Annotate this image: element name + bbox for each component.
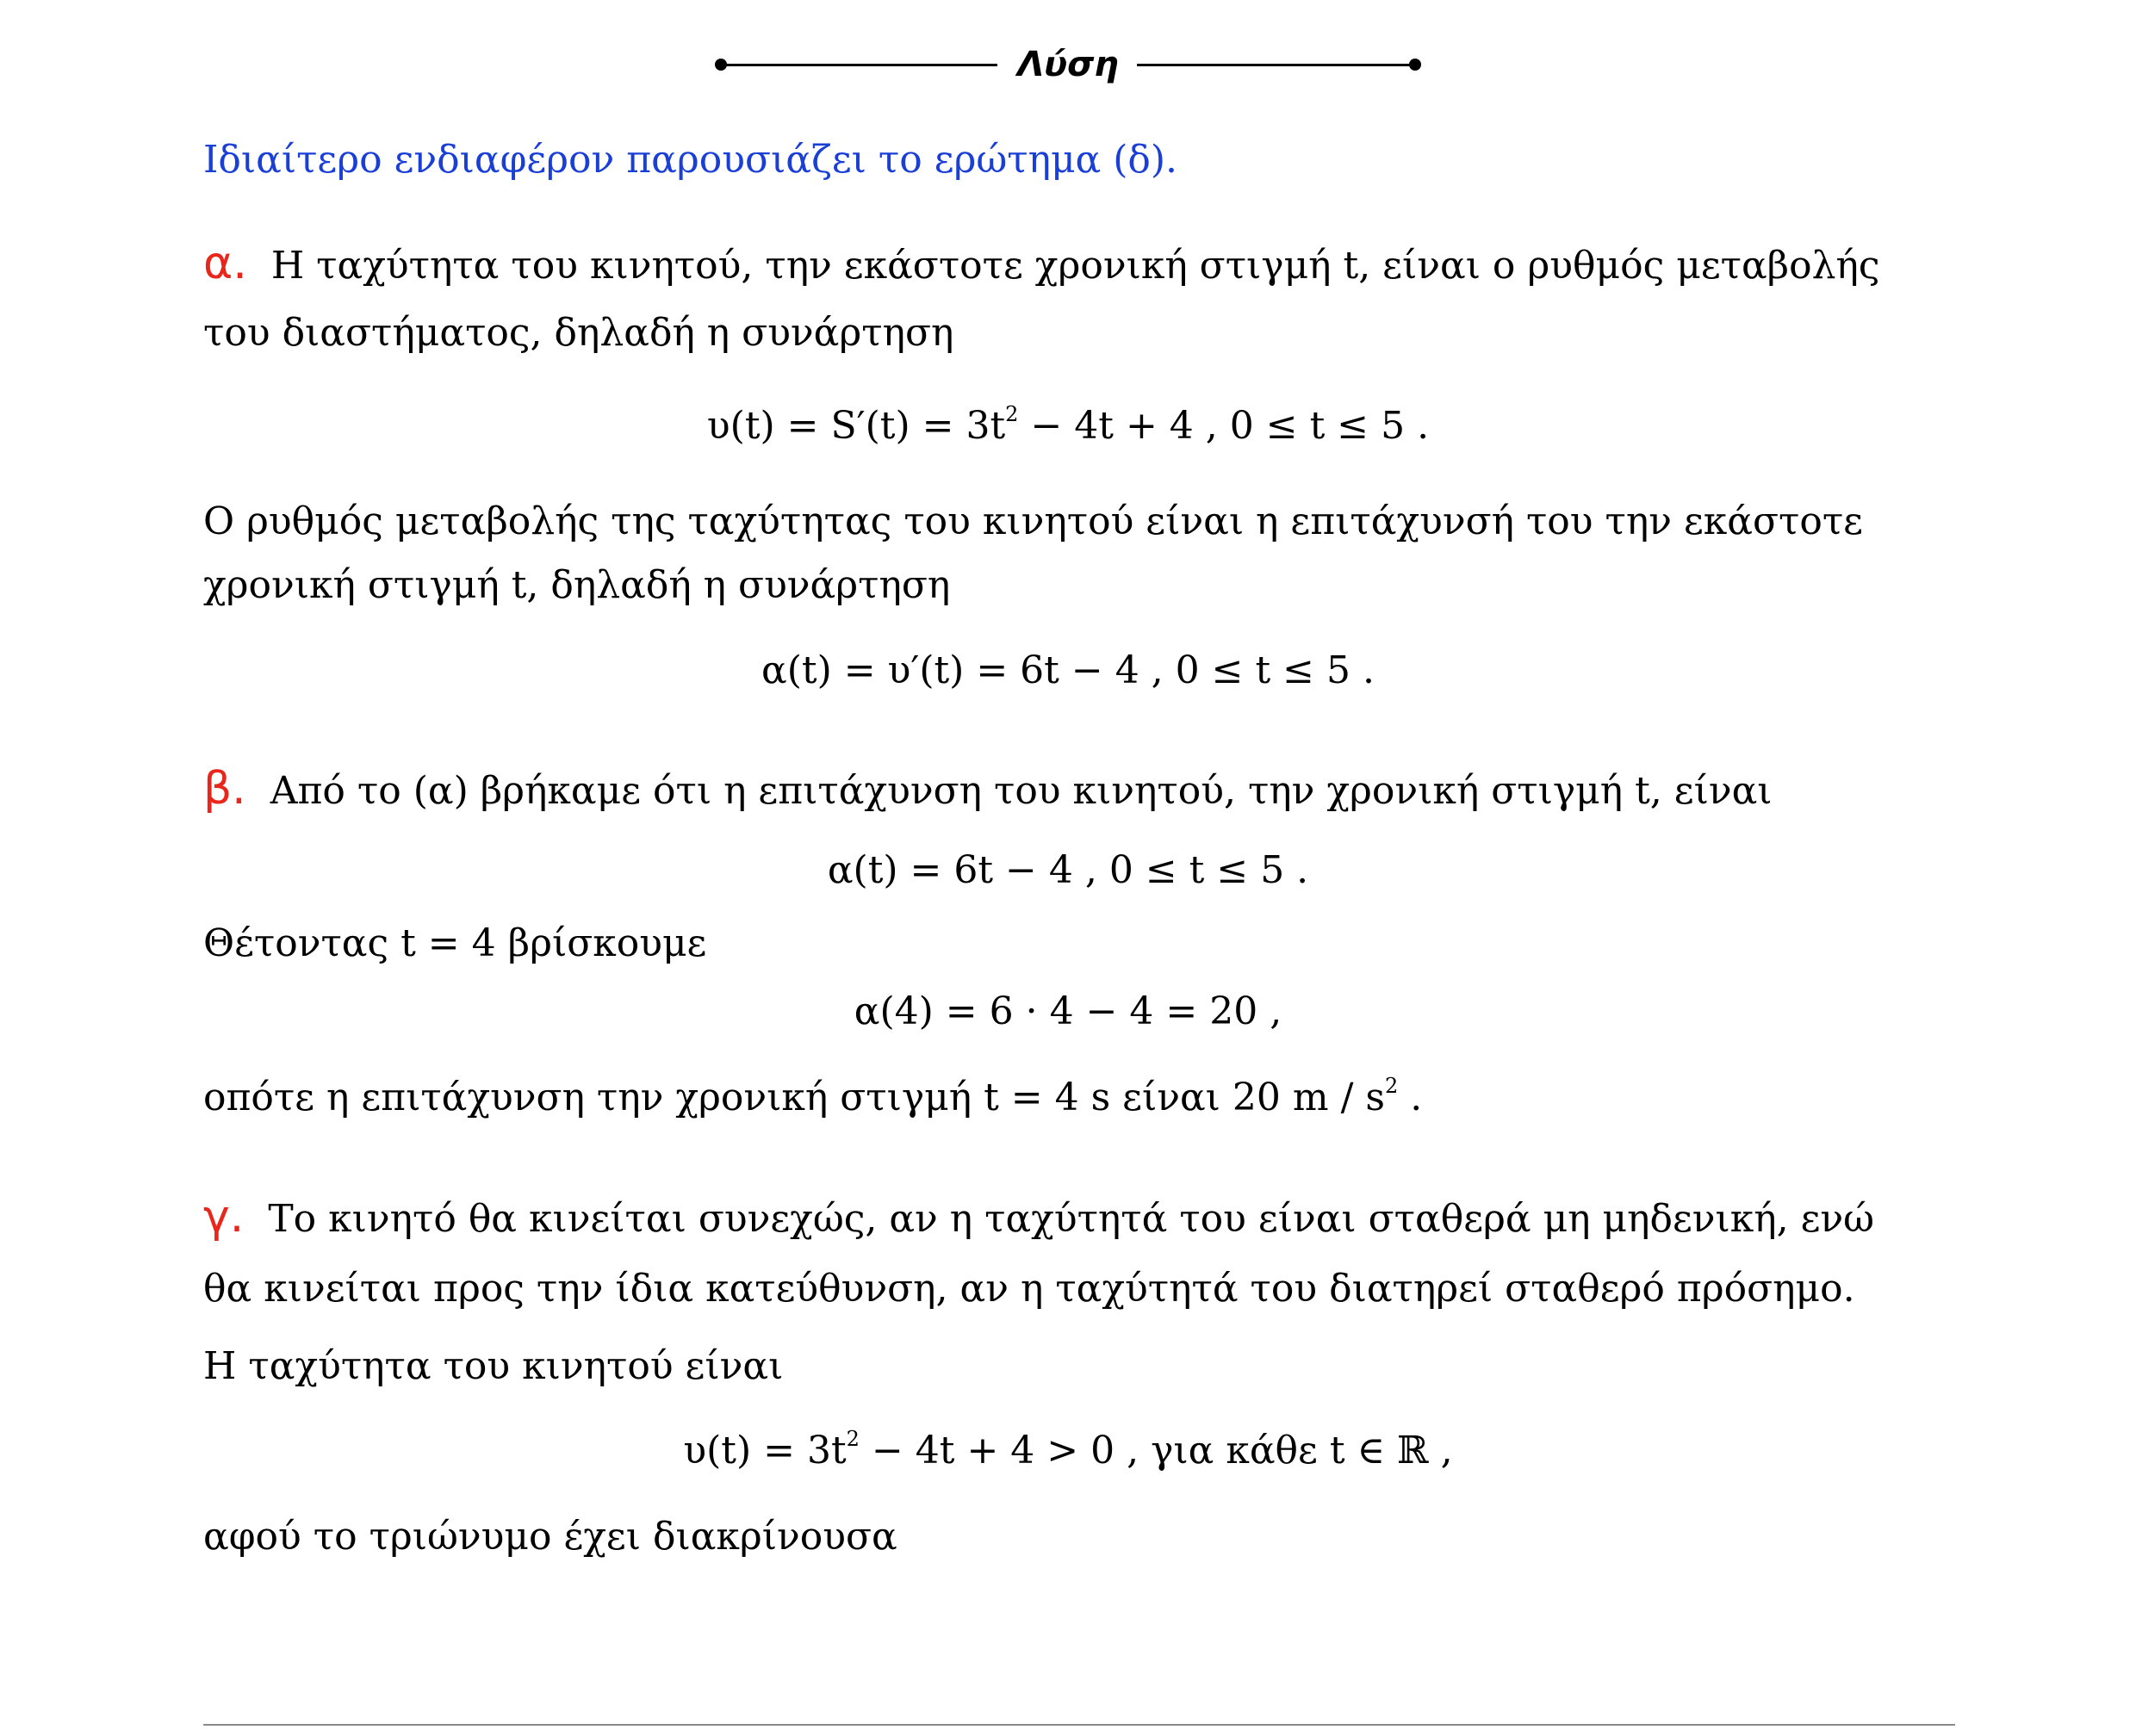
part-c-line-3: Η ταχύτητα του κινητού είναι bbox=[203, 1344, 784, 1388]
part-a-eq1-main: υ(t) = S′(t) = 3t bbox=[706, 404, 1006, 448]
part-a-line-4: χρονική στιγμή t, δηλαδή η συνάρτηση bbox=[203, 563, 951, 607]
solution-header bbox=[715, 34, 1421, 95]
part-c-line-4: αφού το τριώνυμο έχει διακρίνουσα bbox=[203, 1515, 897, 1559]
part-b-line3-exponent: 2 bbox=[1385, 1074, 1399, 1098]
footer-rule bbox=[203, 1724, 1955, 1726]
part-a-text-1: Η ταχύτητα του κινητού, την εκάστοτε χρονική στιγμή t, είναι ο ρυθμός μεταβολής bbox=[270, 244, 1880, 288]
part-c-equation-1 bbox=[0, 1426, 2136, 1476]
header-left-rule bbox=[722, 64, 997, 66]
header-right-rule bbox=[1137, 64, 1413, 66]
part-b-line-1 bbox=[203, 764, 1952, 816]
part-c-line-2: θα κινείται προς την ίδια κατεύθυνση, αν η ταχύτητά του διατηρεί σταθερό πρόσημο. bbox=[203, 1267, 1855, 1311]
part-a-eq1-rest: − 4t + 4 , 0 ≤ t ≤ 5 . bbox=[1018, 404, 1430, 448]
part-c-label: γ. bbox=[203, 1191, 245, 1243]
part-b-label: β. bbox=[203, 763, 246, 815]
part-a-eq1-exponent: 2 bbox=[1005, 402, 1019, 426]
part-b-line-2: Θέτοντας t = 4 βρίσκουμε bbox=[203, 921, 707, 965]
intro-note: Ιδιαίτερο ενδιαφέρον παρουσιάζει το ερώτημα (δ). bbox=[203, 138, 1178, 182]
part-b-equation-1: α(t) = 6t − 4 , 0 ≤ t ≤ 5 . bbox=[827, 848, 1309, 892]
part-c-eq1-main: υ(t) = 3t bbox=[683, 1429, 847, 1472]
part-a-line-3: Ο ρυθμός μεταβολής της ταχύτητας του κινητού είναι η επιτάχυνσή του την εκάστοτε bbox=[203, 499, 1863, 543]
part-b-text-1: Από το (α) βρήκαμε ότι η επιτάχυνση του κινητού, την χρονική στιγμή t, είναι bbox=[270, 769, 1773, 813]
part-a-line-1 bbox=[203, 239, 1952, 291]
part-a-equation-1 bbox=[0, 401, 2136, 451]
part-c-line-1 bbox=[203, 1192, 1952, 1244]
part-b-line3-rest: . bbox=[1398, 1076, 1423, 1119]
header-title: Λύση bbox=[1017, 45, 1119, 84]
part-c-text-1: Το κινητό θα κινείται συνεχώς, αν η ταχύτητά του είναι σταθερά μη μηδενική, ενώ bbox=[268, 1197, 1875, 1241]
part-b-equation-2: α(4) = 6 · 4 − 4 = 20 , bbox=[854, 989, 1282, 1033]
part-a-equation-2: α(t) = υ′(t) = 6t − 4 , 0 ≤ t ≤ 5 . bbox=[761, 648, 1375, 692]
part-a-line-2: του διαστήματος, δηλαδή η συνάρτηση bbox=[203, 311, 954, 355]
part-c-eq1-exponent: 2 bbox=[846, 1427, 860, 1451]
part-c-eq1-rest: − 4t + 4 > 0 , για κάθε t ∈ ℝ , bbox=[859, 1429, 1453, 1472]
part-b-line3-main: οπότε η επιτάχυνση την χρονική στιγμή t = 4 s είναι 20 m / s bbox=[203, 1076, 1385, 1119]
part-a-label: α. bbox=[203, 238, 247, 289]
header-right-dot bbox=[1409, 59, 1421, 71]
part-b-line-3 bbox=[203, 1073, 1952, 1123]
